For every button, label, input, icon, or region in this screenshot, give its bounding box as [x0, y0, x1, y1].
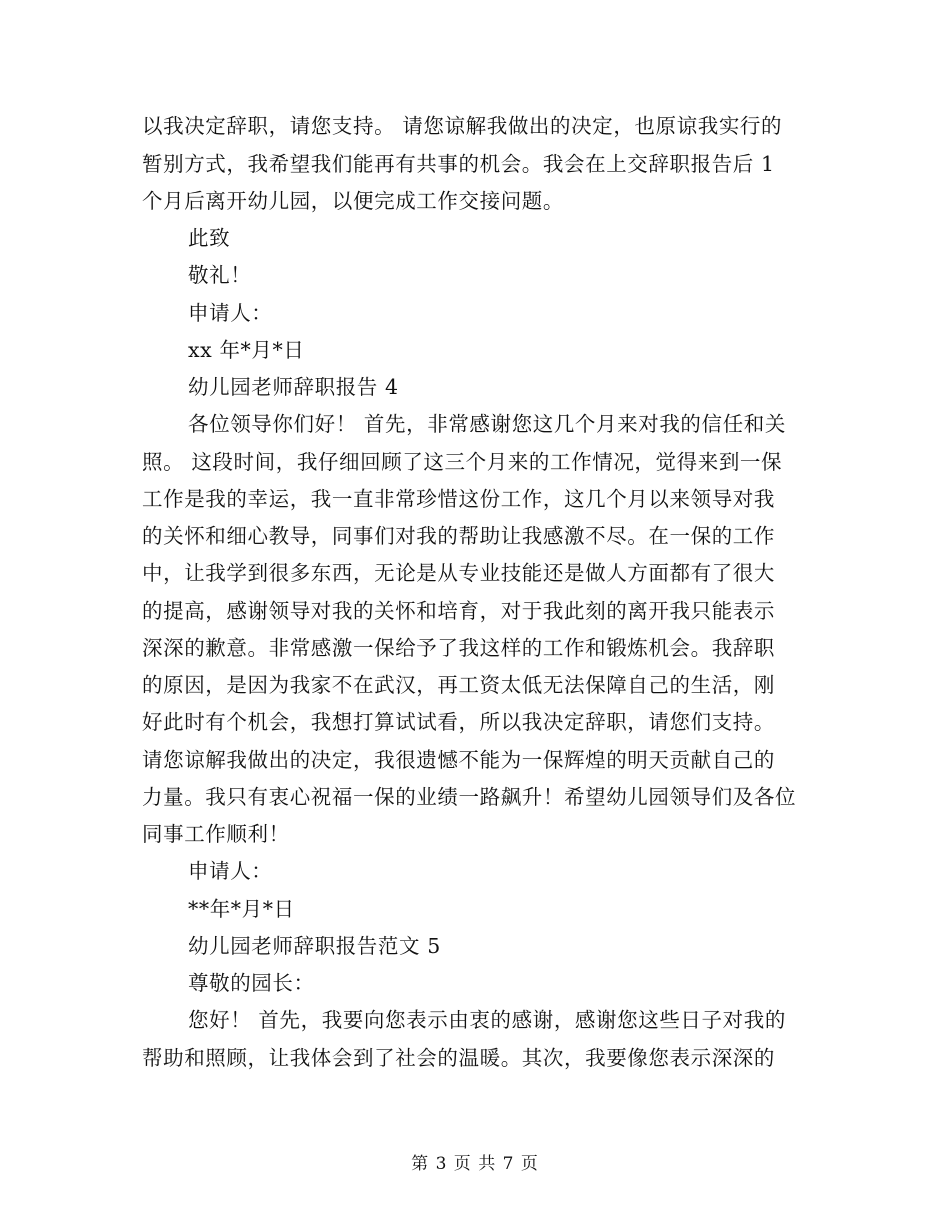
section-title: 幼儿园老师辞职报告 4 [188, 375, 399, 399]
page-number-footer: 第 3 页 共 7 页 [411, 1154, 539, 1174]
paragraph-line: 请您谅解我做出的决定，我很遗憾不能为一保辉煌的明天贡献自己的 [142, 748, 775, 772]
paragraph-line: 的提高，感谢领导对我的关怀和培育，对于我此刻的离开我只能表示 [142, 599, 775, 623]
paragraph-line: 好此时有个机会，我想打算试试看，所以我决定辞职，请您们支持。 [142, 710, 775, 734]
paragraph-line: 的关怀和细心教导，同事们对我的帮助让我感激不尽。在一保的工作 [142, 524, 775, 548]
paragraph-line: 以我决定辞职，请您支持。 请您谅解我做出的决定，也原谅我实行的 [142, 114, 783, 138]
paragraph-line: 工作是我的幸运，我一直非常珍惜这份工作，这几个月以来领导对我 [142, 487, 775, 511]
paragraph-line: 各位领导你们好！ 首先，非常感谢您这几个月来对我的信任和关 [188, 412, 786, 436]
applicant-label: 申请人： [188, 859, 273, 883]
closing-salutation: 此致 [188, 226, 231, 250]
salutation: 尊敬的园长： [188, 971, 315, 995]
paragraph-line: 中，让我学到很多东西，无论是从专业技能还是做人方面都有了很大 [142, 561, 775, 585]
paragraph-line: 您好！ 首先，我要向您表示由衷的感谢，感谢您这些日子对我的 [188, 1008, 786, 1032]
applicant-label: 申请人： [188, 301, 273, 325]
paragraph-line: 暂别方式，我希望我们能再有共事的机会。我会在上交辞职报告后 1 [142, 152, 775, 176]
paragraph-line: 帮助和照顾，让我体会到了社会的温暖。其次，我要像您表示深深的 [142, 1046, 775, 1070]
date-line: **年*月*日 [188, 897, 295, 921]
paragraph-line: 深深的歉意。非常感激一保给予了我这样的工作和锻炼机会。我辞职 [142, 636, 775, 660]
paragraph-line: 的原因，是因为我家不在武汉，再工资太低无法保障自己的生活，刚 [142, 673, 775, 697]
paragraph-line: 照。 这段时间，我仔细回顾了这三个月来的工作情况，觉得来到一保 [142, 450, 783, 474]
paragraph-line: 同事工作顺利！ [142, 822, 290, 846]
date-line: xx 年*月*日 [188, 338, 305, 362]
paragraph-line: 个月后离开幼儿园，以便完成工作交接问题。 [142, 189, 564, 213]
paragraph-line: 力量。我只有衷心祝福一保的业绩一路飙升！希望幼儿园领导们及各位 [142, 785, 797, 809]
closing-regards: 敬礼！ [188, 263, 252, 287]
section-title: 幼儿园老师辞职报告范文 5 [188, 934, 441, 958]
